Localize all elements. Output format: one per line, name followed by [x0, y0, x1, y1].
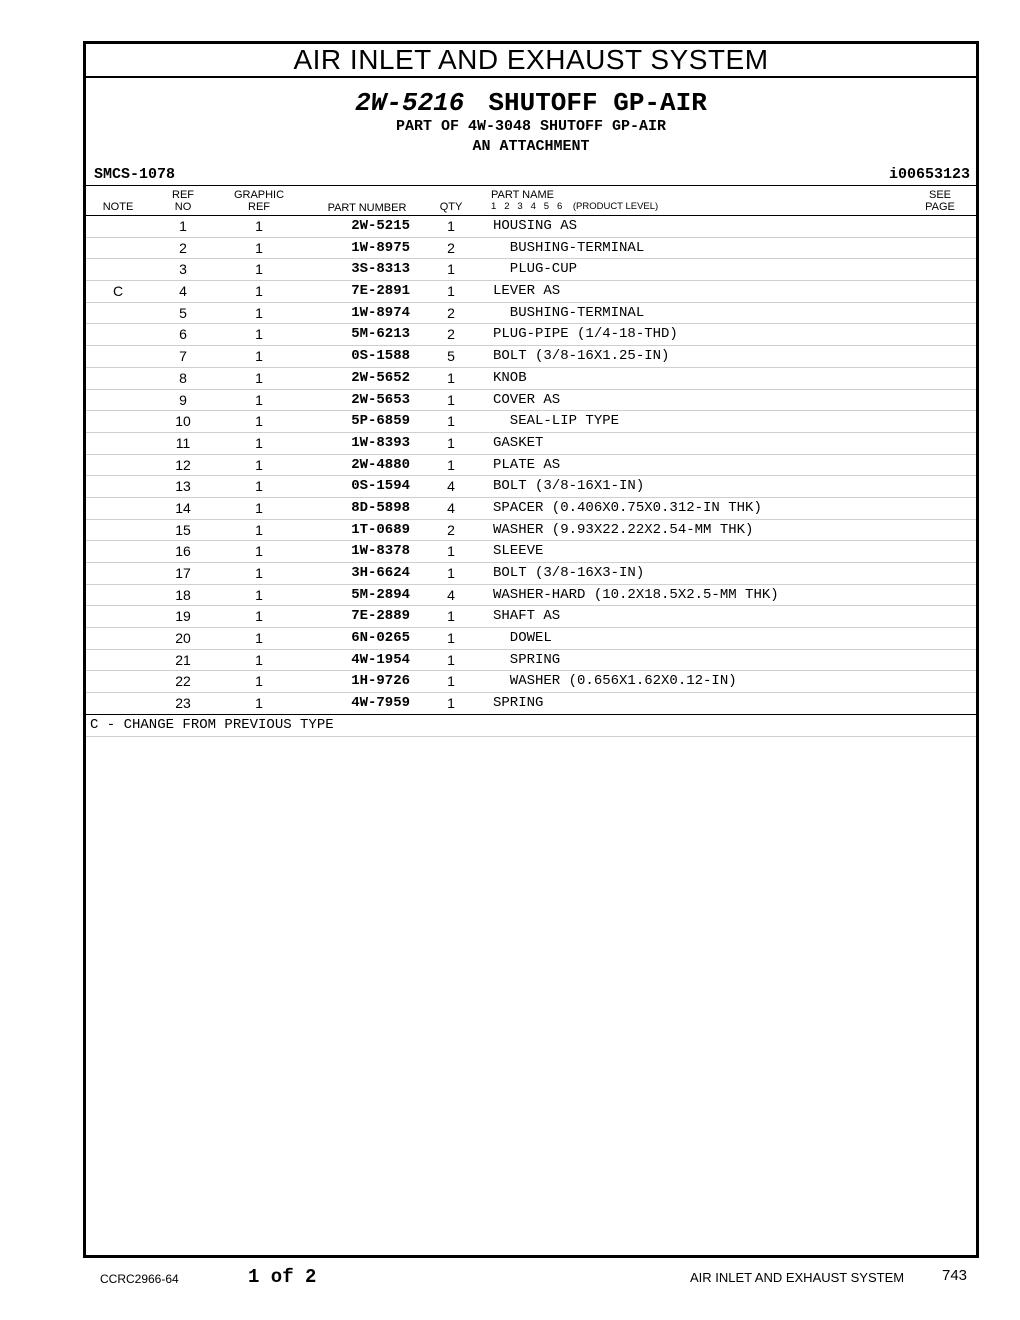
row-part-name: SHAFT AS [493, 608, 561, 625]
row-part-number: 5P-6859 [351, 413, 410, 430]
row-ref-no: 16 [175, 543, 191, 560]
header-see-top: SEE [928, 189, 951, 201]
row-part-number: 8D-5898 [351, 499, 410, 516]
row-part-name: SPRING [493, 651, 561, 668]
row-qty: 1 [447, 283, 455, 300]
smcs-code: SMCS-1078 [94, 166, 176, 183]
row-graphic-ref: 1 [255, 434, 263, 451]
row-part-name: BOLT (3/8-16X3-IN) [493, 565, 645, 581]
header-qty: QTY [439, 201, 463, 213]
row-qty: 4 [447, 499, 455, 516]
table-row [86, 410, 976, 432]
row-graphic-ref: 1 [255, 369, 263, 386]
row-ref-no: 15 [175, 521, 191, 538]
row-part-name: SPRING [493, 695, 544, 712]
row-graphic-ref: 1 [255, 499, 263, 516]
row-qty: 1 [447, 543, 455, 560]
table-row [86, 605, 976, 627]
row-graphic-ref: 1 [255, 543, 263, 560]
row-ref-no: 9 [179, 391, 187, 408]
row-ref-no: 17 [175, 565, 191, 581]
row-part-name: WASHER (9.93X22.22X2.54-MM THK) [493, 521, 754, 538]
row-graphic-ref: 1 [255, 218, 263, 234]
row-part-number: 4W-1954 [351, 651, 410, 668]
row-part-name: BOLT (3/8-16X1.25-IN) [493, 348, 670, 365]
row-ref-no: 5 [179, 304, 187, 321]
header-divider [86, 185, 976, 186]
header-note: NOTE [102, 201, 134, 213]
row-part-number: 5M-2894 [351, 586, 410, 603]
row-part-name: BOLT (3/8-16X1-IN) [493, 478, 645, 495]
row-graphic-ref: 1 [255, 565, 263, 581]
row-part-number: 2W-4880 [351, 456, 410, 473]
row-qty: 1 [447, 630, 455, 647]
row-part-number: 1H-9726 [351, 673, 410, 690]
row-part-number: 0S-1594 [351, 478, 410, 495]
row-part-name: LEVER AS [493, 283, 561, 300]
table-row [86, 280, 976, 302]
row-qty: 1 [447, 673, 455, 690]
footer-page-number: 743 [942, 1267, 968, 1284]
row-part-name: KNOB [493, 369, 527, 386]
table-row [86, 475, 976, 497]
table-row [86, 367, 976, 389]
row-ref-no: 19 [175, 608, 191, 625]
table-row [86, 497, 976, 519]
row-ref-no: 13 [175, 478, 191, 495]
row-qty: 4 [447, 586, 455, 603]
row-graphic-ref: 1 [255, 304, 263, 321]
row-part-number: 1W-8378 [351, 543, 410, 560]
row-graphic-ref: 1 [255, 326, 263, 343]
row-qty: 1 [447, 608, 455, 625]
row-ref-no: 6 [179, 326, 187, 343]
footnote-text: C - CHANGE FROM PREVIOUS TYPE [90, 716, 334, 733]
row-part-number: 0S-1588 [351, 348, 410, 365]
row-qty: 1 [447, 218, 455, 234]
row-ref-no: 23 [175, 695, 191, 712]
row-part-name: SLEEVE [493, 543, 544, 560]
row-part-name: PLATE AS [493, 456, 561, 473]
row-ref-no: 7 [179, 348, 187, 365]
table-row [86, 389, 976, 411]
table-row [86, 432, 976, 454]
row-qty: 2 [447, 239, 455, 256]
row-ref-no: 11 [175, 434, 191, 451]
row-ref-no: 20 [175, 630, 191, 647]
page-frame [83, 41, 979, 1258]
table-row [86, 454, 976, 476]
row-graphic-ref: 1 [255, 521, 263, 538]
row-part-number: 2W-5215 [351, 218, 410, 234]
row-ref-no: 1 [179, 218, 187, 234]
row-ref-no: 12 [175, 456, 191, 473]
row-graphic-ref: 1 [255, 391, 263, 408]
header-graphic-top: GRAPHIC [233, 189, 285, 201]
row-graphic-ref: 1 [255, 456, 263, 473]
row-part-number: 2W-5653 [351, 391, 410, 408]
parts-table [86, 215, 976, 737]
section-title: AIR INLET AND EXHAUST SYSTEM [86, 44, 976, 78]
group-name: SHUTOFF GP-AIR [488, 88, 707, 118]
row-part-number: 3H-6624 [351, 565, 410, 581]
row-note: C [112, 283, 124, 300]
row-qty: 1 [447, 413, 455, 430]
row-part-name: COVER AS [493, 391, 561, 408]
footer-section: AIR INLET AND EXHAUST SYSTEM [690, 1270, 905, 1285]
row-qty: 2 [447, 521, 455, 538]
row-part-number: 7E-2891 [351, 283, 410, 300]
table-row [86, 584, 976, 606]
row-part-name: SEAL-LIP TYPE [493, 413, 620, 430]
row-part-name: DOWEL [493, 630, 552, 647]
row-part-name: WASHER-HARD (10.2X18.5X2.5-MM THK) [493, 586, 779, 603]
row-graphic-ref: 1 [255, 283, 263, 300]
footnote-row [86, 714, 976, 737]
row-part-name: BUSHING-TERMINAL [493, 304, 645, 321]
row-part-number: 1W-8393 [351, 434, 410, 451]
row-part-name: PLUG-CUP [493, 261, 578, 278]
row-ref-no: 2 [179, 239, 187, 256]
row-qty: 1 [447, 261, 455, 278]
table-row [86, 258, 976, 280]
table-row [86, 627, 976, 649]
row-part-name: BUSHING-TERMINAL [493, 239, 645, 256]
row-ref-no: 22 [175, 673, 191, 690]
subtitle-part-of: PART OF 4W-3048 SHUTOFF GP-AIR [395, 118, 667, 135]
header-ref-top: REF [172, 189, 194, 201]
row-graphic-ref: 1 [255, 608, 263, 625]
row-graphic-ref: 1 [255, 673, 263, 690]
row-graphic-ref: 1 [255, 651, 263, 668]
header-see-bottom: PAGE [925, 201, 955, 213]
row-qty: 1 [447, 565, 455, 581]
row-ref-no: 18 [175, 586, 191, 603]
row-qty: 1 [447, 391, 455, 408]
row-qty: 1 [447, 434, 455, 451]
row-graphic-ref: 1 [255, 348, 263, 365]
row-part-name: GASKET [493, 434, 544, 451]
header-part-number: PART NUMBER [327, 202, 407, 214]
table-row [86, 649, 976, 671]
row-part-number: 1T-0689 [351, 521, 410, 538]
row-qty: 1 [447, 369, 455, 386]
table-row [86, 323, 976, 345]
header-graphic-bottom: REF [248, 201, 270, 213]
row-graphic-ref: 1 [255, 586, 263, 603]
row-part-number: 1W-8975 [351, 239, 410, 256]
header-ref-bottom: NO [174, 201, 192, 213]
row-part-number: 4W-7959 [351, 695, 410, 712]
table-row [86, 562, 976, 584]
group-part-number: 2W-5216 [355, 88, 465, 118]
table-row [86, 345, 976, 367]
group-title [86, 88, 976, 118]
row-graphic-ref: 1 [255, 261, 263, 278]
header-product-levels: 1 2 3 4 5 6 (PRODUCT LEVEL) [491, 201, 659, 212]
table-row [86, 302, 976, 324]
row-part-number: 3S-8313 [351, 261, 410, 278]
row-qty: 4 [447, 478, 455, 495]
row-graphic-ref: 1 [255, 239, 263, 256]
row-part-number: 6N-0265 [351, 630, 410, 647]
row-part-name: SPACER (0.406X0.75X0.312-IN THK) [493, 499, 762, 516]
row-part-number: 1W-8974 [351, 304, 410, 321]
row-qty: 2 [447, 304, 455, 321]
row-graphic-ref: 1 [255, 630, 263, 647]
row-ref-no: 14 [175, 499, 191, 516]
row-graphic-ref: 1 [255, 695, 263, 712]
table-row [86, 237, 976, 259]
row-ref-no: 10 [175, 413, 191, 430]
row-part-number: 2W-5652 [351, 369, 410, 386]
footer-page-of: 1 of 2 [248, 1266, 317, 1288]
row-graphic-ref: 1 [255, 478, 263, 495]
footer-code: CCRC2966-64 [100, 1272, 179, 1286]
row-part-name: PLUG-PIPE (1/4-18-THD) [493, 326, 678, 343]
row-ref-no: 21 [175, 651, 191, 668]
illustration-id: i00653123 [888, 166, 970, 183]
row-qty: 5 [447, 348, 455, 365]
row-qty: 1 [447, 456, 455, 473]
row-qty: 1 [447, 651, 455, 668]
row-part-name: WASHER (0.656X1.62X0.12-IN) [493, 673, 737, 690]
table-row [86, 519, 976, 541]
row-part-number: 7E-2889 [351, 608, 410, 625]
table-row [86, 540, 976, 562]
row-part-name: HOUSING AS [493, 218, 578, 234]
row-ref-no: 3 [179, 261, 187, 278]
header-part-name: PART NAME [491, 189, 554, 201]
row-qty: 2 [447, 326, 455, 343]
row-qty: 1 [447, 695, 455, 712]
row-part-number: 5M-6213 [351, 326, 410, 343]
row-graphic-ref: 1 [255, 413, 263, 430]
subtitle-attachment: AN ATTACHMENT [472, 138, 590, 155]
row-ref-no: 8 [179, 369, 187, 386]
table-row [86, 215, 976, 237]
table-row [86, 670, 976, 692]
table-row [86, 692, 976, 714]
row-ref-no: 4 [179, 283, 187, 300]
